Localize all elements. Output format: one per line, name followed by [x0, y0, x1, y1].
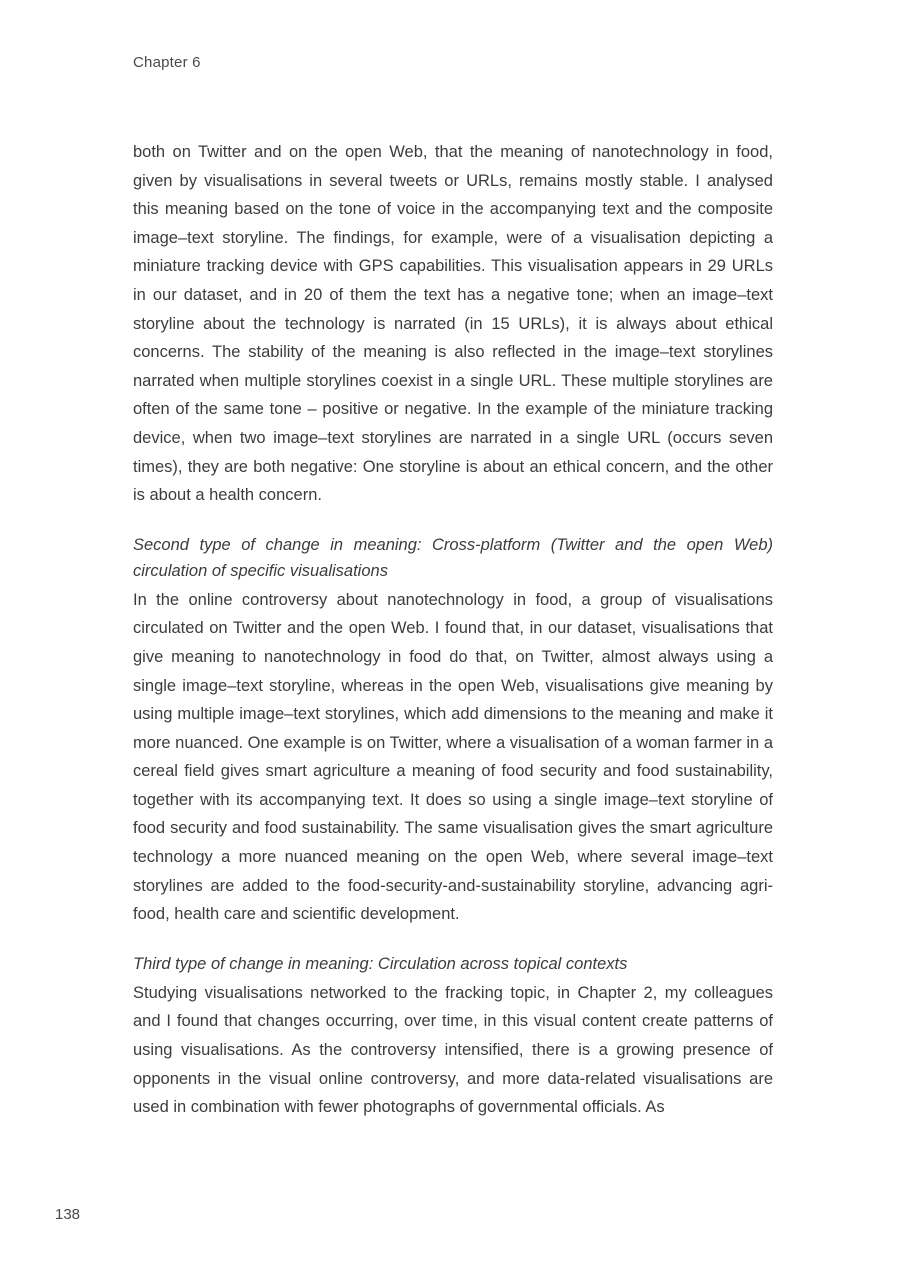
text-column	[133, 138, 773, 1122]
section-heading-third-type: Third type of change in meaning: Circulation across topical contexts	[133, 954, 628, 973]
body-paragraph-second-type: In the online controversy about nanotechnology in food, a group of visualisations circulated on Twitter and the open Web. I found that, in our dataset, visualisations that give meaning to nanotechnology in food do that, on Twitter, almost always using a single image–text storyline, whereas in the open Web, visualisations give meaning by using multiple image–text storylines, which add dimensions to the meaning and make it more nuanced. One example is on Twitter, where a visualisation of a woman farmer in a cereal field gives smart agriculture a meaning of food security and food sustainability, together with its accompanying text. It does so using a single image–text storyline of food security and food sustainability. The same visualisation gives the smart agriculture technology a more nuanced meaning on the open Web, where several image–text storylines are added to the food-security-and-sustainability storyline, advancing agri-food, health care and scientific development.	[133, 590, 773, 924]
page-number: 138	[55, 1206, 81, 1223]
body-paragraph-third-type: Studying visualisations networked to the fracking topic, in Chapter 2, my colleagues and I found that changes occurring, over time, in this visual content create patterns of using visualisations. As the controversy intensified, there is a growing presence of opponents in the visual online controversy, and more data-related visualisations are used in combination with fewer photographs of governmental officials. As	[133, 983, 773, 1117]
body-paragraph-continued: both on Twitter and on the open Web, that the meaning of nanotechnology in food, given by visualisations in several tweets or URLs, remains mostly stable. I analysed this meaning based on the tone of voice in the accompanying text and the composite image–text storyline. The findings, for example, were of a visualisation depicting a miniature tracking device with GPS capabilities. This visualisation appears in 29 URLs in our dataset, and in 20 of them the text has a negative tone; when an image–text storyline about the technology is narrated (in 15 URLs), it is always about ethical concerns. The stability of the meaning is also reflected in the image–text storylines narrated when multiple storylines coexist in a single URL. These multiple storylines are often of the same tone – positive or negative. In the example of the miniature tracking device, when two image–text storylines are narrated in a single URL (occurs seven times), they are both negative: One storyline is about an ethical concern, and the other is about a health concern.	[133, 143, 773, 505]
section-heading-second-type: Second type of change in meaning: Cross-platform (Twitter and the open Web) circulation of specific visualisations	[133, 535, 773, 580]
running-header: Chapter 6	[133, 54, 201, 71]
